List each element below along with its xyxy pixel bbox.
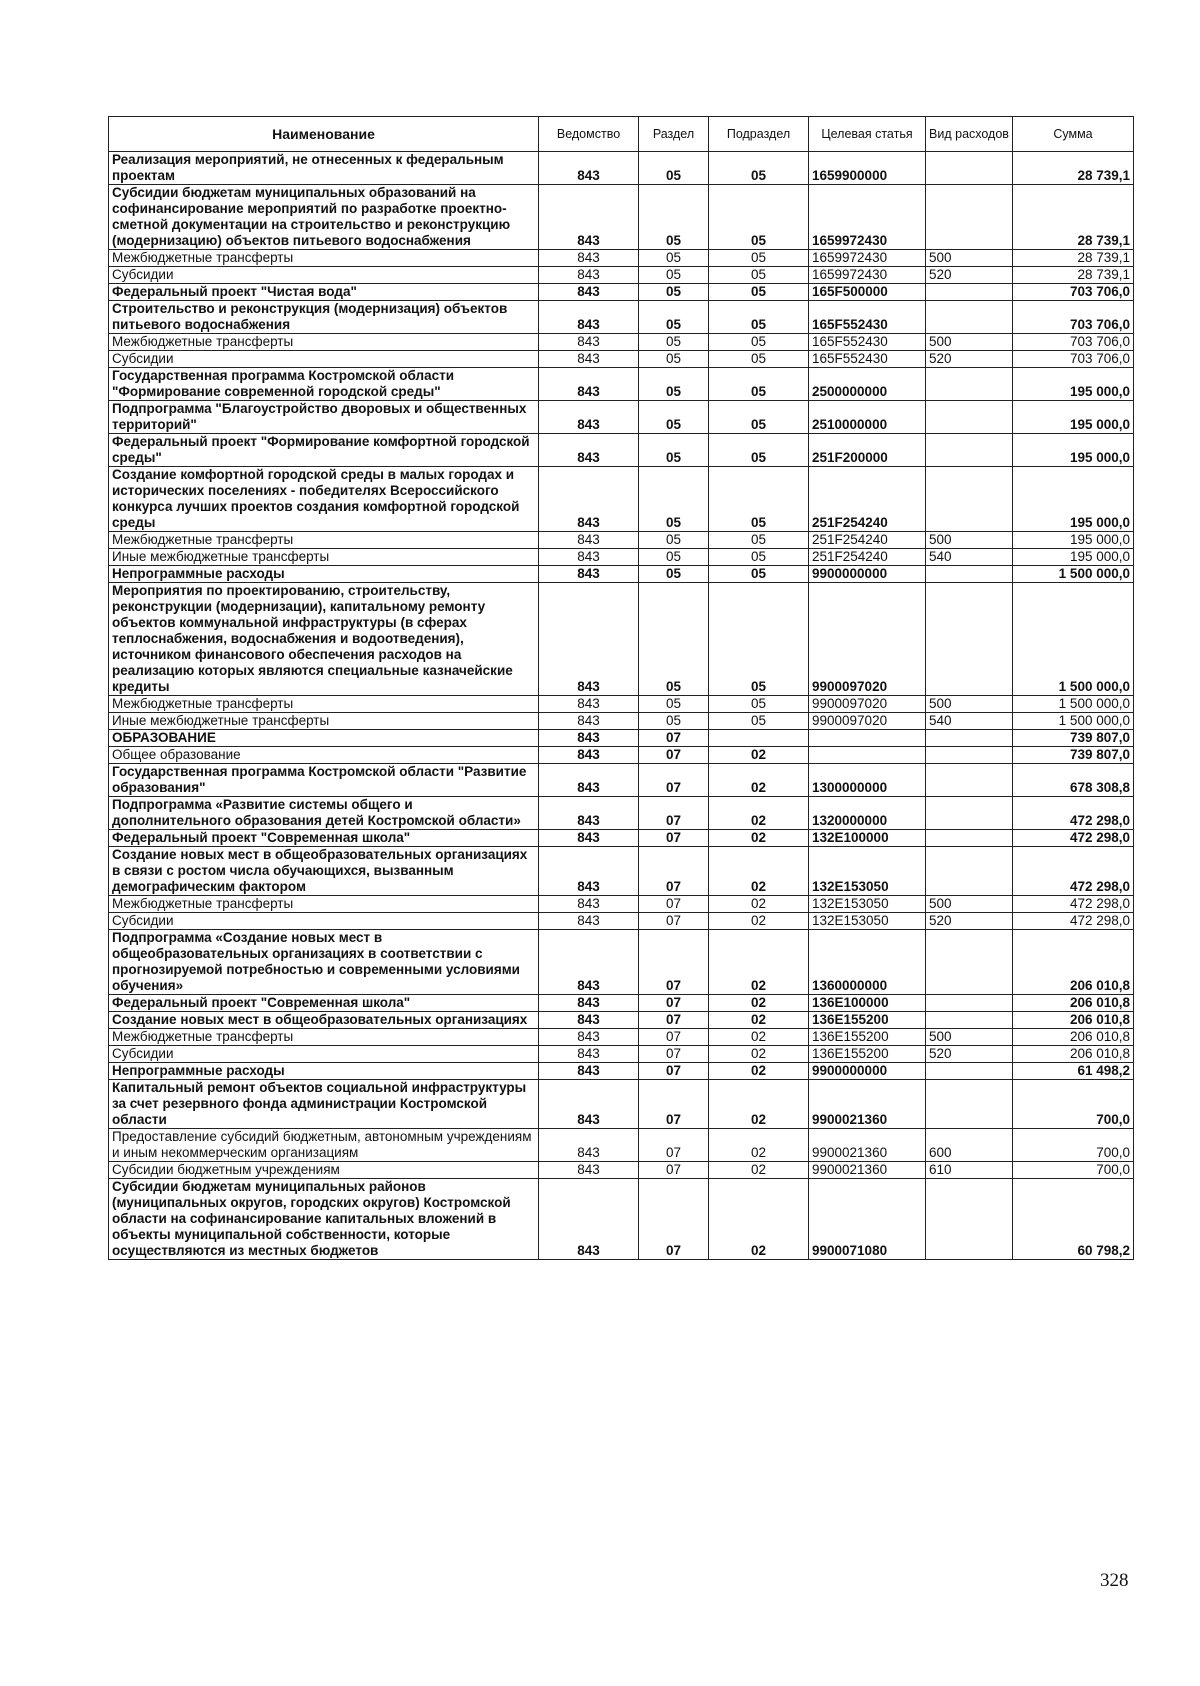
cell-razdel: 05 [639,250,709,267]
cell-name: Создание комфортной городской среды в малых городах и исторических поселениях - победителях Всероссийского конкурса лучших проектов создания комфортной городской среды [109,467,539,532]
cell-podrazdel: 02 [709,930,809,995]
cell-name: Капитальный ремонт объектов социальной инфраструктуры за счет резервного фонда администрации Костромской области [109,1080,539,1129]
cell-vid-raskhodov [926,830,1013,847]
cell-razdel: 07 [639,847,709,896]
cell-vedomstvo: 843 [539,401,639,434]
cell-podrazdel: 02 [709,1063,809,1080]
cell-summa: 61 498,2 [1013,1063,1134,1080]
cell-name: ОБРАЗОВАНИЕ [109,730,539,747]
cell-summa: 472 298,0 [1013,913,1134,930]
cell-vedomstvo: 843 [539,185,639,250]
cell-razdel: 07 [639,1012,709,1029]
cell-summa: 195 000,0 [1013,368,1134,401]
table-row [109,1162,1134,1179]
table-row [109,566,1134,583]
table-row [109,1063,1134,1080]
cell-name: Государственная программа Костромской области "Формирование современной городской среды" [109,368,539,401]
cell-razdel: 05 [639,713,709,730]
cell-razdel: 05 [639,267,709,284]
cell-podrazdel: 05 [709,267,809,284]
table-row [109,896,1134,913]
cell-vid-raskhodov [926,730,1013,747]
cell-name: Федеральный проект "Формирование комфортной городской среды" [109,434,539,467]
cell-celevaya-statya: 136E100000 [809,995,926,1012]
cell-name: Непрограммные расходы [109,566,539,583]
cell-vid-raskhodov: 500 [926,896,1013,913]
table-row [109,267,1134,284]
cell-razdel: 05 [639,696,709,713]
cell-vid-raskhodov: 520 [926,1046,1013,1063]
cell-summa: 195 000,0 [1013,532,1134,549]
table-row [109,930,1134,995]
cell-podrazdel: 02 [709,747,809,764]
cell-celevaya-statya: 1659900000 [809,152,926,185]
table-row [109,713,1134,730]
cell-celevaya-statya: 251F254240 [809,467,926,532]
header-celevaya-statya: Целевая статья [809,117,926,152]
cell-vedomstvo: 843 [539,152,639,185]
cell-podrazdel: 02 [709,913,809,930]
cell-vid-raskhodov: 540 [926,713,1013,730]
cell-razdel: 07 [639,747,709,764]
table-header-row [109,117,1134,152]
cell-celevaya-statya: 251F254240 [809,532,926,549]
cell-podrazdel: 02 [709,1162,809,1179]
table-row [109,797,1134,830]
cell-summa: 195 000,0 [1013,549,1134,566]
cell-vedomstvo: 843 [539,267,639,284]
cell-summa: 28 739,1 [1013,152,1134,185]
cell-celevaya-statya: 9900097020 [809,696,926,713]
cell-celevaya-statya [809,747,926,764]
cell-razdel: 07 [639,896,709,913]
cell-podrazdel: 02 [709,847,809,896]
cell-vedomstvo: 843 [539,467,639,532]
cell-vedomstvo: 843 [539,696,639,713]
cell-razdel: 07 [639,1063,709,1080]
cell-vedomstvo: 843 [539,896,639,913]
cell-podrazdel: 02 [709,896,809,913]
cell-vedomstvo: 843 [539,1080,639,1129]
table-row [109,730,1134,747]
cell-vid-raskhodov: 610 [926,1162,1013,1179]
cell-summa: 703 706,0 [1013,351,1134,368]
cell-podrazdel: 02 [709,1029,809,1046]
cell-podrazdel: 05 [709,532,809,549]
cell-summa: 206 010,8 [1013,995,1134,1012]
cell-vid-raskhodov [926,467,1013,532]
cell-vedomstvo: 843 [539,747,639,764]
cell-celevaya-statya: 165F552430 [809,351,926,368]
cell-name: Межбюджетные трансферты [109,1029,539,1046]
cell-summa: 1 500 000,0 [1013,583,1134,696]
cell-name: Федеральный проект "Современная школа" [109,830,539,847]
cell-celevaya-statya: 9900000000 [809,1063,926,1080]
cell-vid-raskhodov [926,301,1013,334]
cell-vedomstvo: 843 [539,764,639,797]
cell-vid-raskhodov [926,930,1013,995]
cell-razdel: 05 [639,152,709,185]
cell-celevaya-statya: 1300000000 [809,764,926,797]
cell-razdel: 07 [639,1080,709,1129]
cell-summa: 739 807,0 [1013,747,1134,764]
cell-vid-raskhodov [926,764,1013,797]
cell-podrazdel: 02 [709,1179,809,1260]
cell-celevaya-statya: 2510000000 [809,401,926,434]
cell-razdel: 05 [639,351,709,368]
cell-podrazdel: 05 [709,334,809,351]
cell-razdel: 05 [639,549,709,566]
cell-vid-raskhodov [926,995,1013,1012]
table-row [109,1012,1134,1029]
cell-celevaya-statya: 132E153050 [809,847,926,896]
cell-name: Строительство и реконструкция (модернизация) объектов питьевого водоснабжения [109,301,539,334]
cell-summa: 1 500 000,0 [1013,696,1134,713]
cell-name: Предоставление субсидий бюджетным, автономным учреждениям и иным некоммерческим организациям [109,1129,539,1162]
cell-vid-raskhodov: 500 [926,250,1013,267]
cell-vid-raskhodov [926,566,1013,583]
table-row [109,913,1134,930]
cell-podrazdel: 02 [709,1012,809,1029]
cell-vid-raskhodov [926,185,1013,250]
cell-celevaya-statya: 9900000000 [809,566,926,583]
cell-summa: 703 706,0 [1013,334,1134,351]
cell-vid-raskhodov: 600 [926,1129,1013,1162]
cell-name: Межбюджетные трансферты [109,334,539,351]
table-row [109,1046,1134,1063]
cell-vid-raskhodov: 500 [926,334,1013,351]
cell-summa: 1 500 000,0 [1013,566,1134,583]
cell-vid-raskhodov [926,1012,1013,1029]
cell-vedomstvo: 843 [539,847,639,896]
cell-vid-raskhodov [926,797,1013,830]
cell-vedomstvo: 843 [539,797,639,830]
cell-name: Межбюджетные трансферты [109,250,539,267]
cell-vid-raskhodov [926,284,1013,301]
cell-vedomstvo: 843 [539,1162,639,1179]
cell-celevaya-statya: 132E153050 [809,896,926,913]
cell-razdel: 05 [639,301,709,334]
table-row [109,434,1134,467]
cell-razdel: 07 [639,1029,709,1046]
cell-vedomstvo: 843 [539,1063,639,1080]
cell-vid-raskhodov: 500 [926,1029,1013,1046]
cell-vid-raskhodov [926,847,1013,896]
cell-podrazdel: 02 [709,995,809,1012]
table-row [109,1129,1134,1162]
cell-vid-raskhodov: 540 [926,549,1013,566]
cell-podrazdel: 05 [709,549,809,566]
cell-name: Субсидии бюджетным учреждениям [109,1162,539,1179]
table-row [109,747,1134,764]
cell-vedomstvo: 843 [539,549,639,566]
table-row [109,532,1134,549]
cell-razdel: 07 [639,797,709,830]
cell-celevaya-statya: 1320000000 [809,797,926,830]
cell-summa: 678 308,8 [1013,764,1134,797]
cell-razdel: 07 [639,830,709,847]
page-number: 328 [1100,1570,1129,1591]
cell-name: Государственная программа Костромской области "Развитие образования" [109,764,539,797]
cell-name: Подпрограмма "Благоустройство дворовых и общественных территорий" [109,401,539,434]
header-podrazdel: Подраздел [709,117,809,152]
cell-vedomstvo: 843 [539,334,639,351]
cell-razdel: 05 [639,566,709,583]
cell-name: Федеральный проект "Современная школа" [109,995,539,1012]
cell-vid-raskhodov [926,1080,1013,1129]
cell-razdel: 07 [639,730,709,747]
cell-vedomstvo: 843 [539,1129,639,1162]
cell-vedomstvo: 843 [539,1029,639,1046]
cell-vedomstvo: 843 [539,566,639,583]
cell-name: Непрограммные расходы [109,1063,539,1080]
cell-vedomstvo: 843 [539,351,639,368]
cell-celevaya-statya: 1659972430 [809,185,926,250]
cell-podrazdel: 05 [709,696,809,713]
table-row [109,995,1134,1012]
cell-podrazdel: 05 [709,467,809,532]
cell-name: Субсидии [109,351,539,368]
table-row [109,351,1134,368]
cell-podrazdel: 02 [709,1080,809,1129]
cell-vid-raskhodov [926,1179,1013,1260]
cell-razdel: 05 [639,532,709,549]
cell-name: Общее образование [109,747,539,764]
cell-vedomstvo: 843 [539,1046,639,1063]
cell-name: Субсидии [109,913,539,930]
cell-razdel: 07 [639,1162,709,1179]
cell-summa: 60 798,2 [1013,1179,1134,1260]
cell-celevaya-statya: 9900021360 [809,1080,926,1129]
cell-celevaya-statya: 1659972430 [809,250,926,267]
table-row [109,250,1134,267]
cell-summa: 195 000,0 [1013,434,1134,467]
cell-name: Иные межбюджетные трансферты [109,713,539,730]
cell-vedomstvo: 843 [539,913,639,930]
cell-name: Иные межбюджетные трансферты [109,549,539,566]
cell-summa: 700,0 [1013,1080,1134,1129]
cell-vid-raskhodov: 520 [926,913,1013,930]
cell-podrazdel: 02 [709,1129,809,1162]
header-summa: Сумма [1013,117,1134,152]
cell-podrazdel: 05 [709,301,809,334]
cell-podrazdel: 02 [709,1046,809,1063]
cell-summa: 739 807,0 [1013,730,1134,747]
table-row [109,830,1134,847]
cell-razdel: 05 [639,583,709,696]
cell-podrazdel: 05 [709,284,809,301]
cell-celevaya-statya: 251F200000 [809,434,926,467]
cell-name: Межбюджетные трансферты [109,696,539,713]
cell-vid-raskhodov: 520 [926,351,1013,368]
table-row [109,334,1134,351]
cell-summa: 703 706,0 [1013,301,1134,334]
cell-razdel: 05 [639,185,709,250]
cell-celevaya-statya: 9900021360 [809,1129,926,1162]
cell-vedomstvo: 843 [539,730,639,747]
cell-summa: 472 298,0 [1013,896,1134,913]
header-razdel: Раздел [639,117,709,152]
cell-vedomstvo: 843 [539,434,639,467]
cell-vid-raskhodov [926,434,1013,467]
cell-name: Субсидии [109,1046,539,1063]
cell-name: Федеральный проект "Чистая вода" [109,284,539,301]
cell-vedomstvo: 843 [539,930,639,995]
table-row [109,1179,1134,1260]
cell-podrazdel: 05 [709,250,809,267]
cell-celevaya-statya: 9900021360 [809,1162,926,1179]
cell-celevaya-statya: 9900097020 [809,713,926,730]
cell-summa: 206 010,8 [1013,930,1134,995]
cell-vedomstvo: 843 [539,368,639,401]
cell-podrazdel: 05 [709,583,809,696]
cell-name: Субсидии бюджетам муниципальных районов (муниципальных округов, городских округов) Костромской области на софинансирование капитальных вложений в объекты муниципальной собственности, которые осуществляются из местных бюджетов [109,1179,539,1260]
cell-summa: 195 000,0 [1013,401,1134,434]
cell-razdel: 05 [639,467,709,532]
cell-razdel: 07 [639,913,709,930]
cell-podrazdel [709,730,809,747]
cell-celevaya-statya [809,730,926,747]
cell-celevaya-statya: 2500000000 [809,368,926,401]
cell-vedomstvo: 843 [539,1179,639,1260]
cell-name: Субсидии бюджетам муниципальных образований на софинансирование мероприятий по разработке проектно-сметной документации на строительство и реконструкцию (модернизацию) объектов питьевого водоснабжения [109,185,539,250]
budget-table [108,116,1134,1260]
cell-summa: 472 298,0 [1013,830,1134,847]
header-vedomstvo: Ведомство [539,117,639,152]
cell-vid-raskhodov: 520 [926,267,1013,284]
cell-summa: 195 000,0 [1013,467,1134,532]
cell-summa: 206 010,8 [1013,1012,1134,1029]
cell-razdel: 05 [639,401,709,434]
cell-name: Субсидии [109,267,539,284]
cell-vid-raskhodov: 500 [926,532,1013,549]
cell-celevaya-statya: 9900071080 [809,1179,926,1260]
table-row [109,467,1134,532]
table-row [109,583,1134,696]
cell-summa: 28 739,1 [1013,250,1134,267]
cell-celevaya-statya: 132E100000 [809,830,926,847]
cell-podrazdel: 05 [709,566,809,583]
cell-vid-raskhodov [926,368,1013,401]
cell-celevaya-statya: 165F552430 [809,301,926,334]
cell-name: Мероприятия по проектированию, строительству, реконструкции (модернизации), капитальному ремонту объектов коммунальной инфраструктуры (в сферах теплоснабжения, водоснабжения и водоотведения), источником финансового обеспечения расходов на реализацию которых являются специальные казначейские кредиты [109,583,539,696]
table-row [109,368,1134,401]
cell-name: Межбюджетные трансферты [109,896,539,913]
table-row [109,284,1134,301]
cell-podrazdel: 05 [709,185,809,250]
cell-summa: 28 739,1 [1013,185,1134,250]
cell-podrazdel: 05 [709,351,809,368]
cell-podrazdel: 05 [709,434,809,467]
cell-razdel: 07 [639,1179,709,1260]
cell-name: Создание новых мест в общеобразовательных организациях [109,1012,539,1029]
table-row [109,764,1134,797]
table-row [109,152,1134,185]
cell-podrazdel: 02 [709,830,809,847]
cell-summa: 206 010,8 [1013,1046,1134,1063]
cell-podrazdel: 05 [709,713,809,730]
cell-name: Подпрограмма «Развитие системы общего и дополнительного образования детей Костромской области» [109,797,539,830]
cell-celevaya-statya: 1360000000 [809,930,926,995]
cell-summa: 28 739,1 [1013,267,1134,284]
cell-vid-raskhodov [926,747,1013,764]
cell-razdel: 05 [639,334,709,351]
cell-vedomstvo: 843 [539,830,639,847]
cell-summa: 472 298,0 [1013,847,1134,896]
cell-podrazdel: 05 [709,401,809,434]
header-name: Наименование [109,117,539,152]
cell-summa: 700,0 [1013,1162,1134,1179]
table-row [109,301,1134,334]
cell-vedomstvo: 843 [539,995,639,1012]
table-row [109,847,1134,896]
table-body [109,152,1134,1260]
cell-podrazdel: 05 [709,152,809,185]
table-row [109,1029,1134,1046]
header-vid-raskhodov: Вид расходов [926,117,1013,152]
cell-razdel: 07 [639,1129,709,1162]
cell-vedomstvo: 843 [539,284,639,301]
cell-summa: 1 500 000,0 [1013,713,1134,730]
cell-celevaya-statya: 136E155200 [809,1029,926,1046]
cell-razdel: 07 [639,764,709,797]
cell-name: Реализация мероприятий, не отнесенных к федеральным проектам [109,152,539,185]
cell-vid-raskhodov: 500 [926,696,1013,713]
cell-celevaya-statya: 165F552430 [809,334,926,351]
cell-razdel: 05 [639,284,709,301]
cell-razdel: 07 [639,930,709,995]
table-row [109,185,1134,250]
cell-vedomstvo: 843 [539,250,639,267]
table-row [109,1080,1134,1129]
cell-summa: 703 706,0 [1013,284,1134,301]
cell-celevaya-statya: 9900097020 [809,583,926,696]
cell-celevaya-statya: 251F254240 [809,549,926,566]
cell-vid-raskhodov [926,401,1013,434]
cell-summa: 472 298,0 [1013,797,1134,830]
cell-vid-raskhodov [926,1063,1013,1080]
cell-celevaya-statya: 132E153050 [809,913,926,930]
cell-podrazdel: 05 [709,368,809,401]
cell-name: Создание новых мест в общеобразовательных организациях в связи с ростом числа обучающихся, вызванным демографическим фактором [109,847,539,896]
cell-vedomstvo: 843 [539,532,639,549]
cell-vedomstvo: 843 [539,301,639,334]
cell-razdel: 05 [639,434,709,467]
cell-razdel: 07 [639,995,709,1012]
cell-summa: 206 010,8 [1013,1029,1134,1046]
cell-podrazdel: 02 [709,764,809,797]
cell-vedomstvo: 843 [539,1012,639,1029]
cell-vid-raskhodov [926,583,1013,696]
cell-celevaya-statya: 136E155200 [809,1012,926,1029]
cell-razdel: 05 [639,368,709,401]
cell-summa: 700,0 [1013,1129,1134,1162]
cell-celevaya-statya: 136E155200 [809,1046,926,1063]
cell-vedomstvo: 843 [539,583,639,696]
cell-podrazdel: 02 [709,797,809,830]
table-row [109,401,1134,434]
cell-celevaya-statya: 165F500000 [809,284,926,301]
cell-name: Межбюджетные трансферты [109,532,539,549]
cell-name: Подпрограмма «Создание новых мест в общеобразовательных организациях в соответствии с прогнозируемой потребностью и современными условиями обучения» [109,930,539,995]
cell-vedomstvo: 843 [539,713,639,730]
table-row [109,549,1134,566]
cell-celevaya-statya: 1659972430 [809,267,926,284]
cell-razdel: 07 [639,1046,709,1063]
table-row [109,696,1134,713]
cell-vid-raskhodov [926,152,1013,185]
